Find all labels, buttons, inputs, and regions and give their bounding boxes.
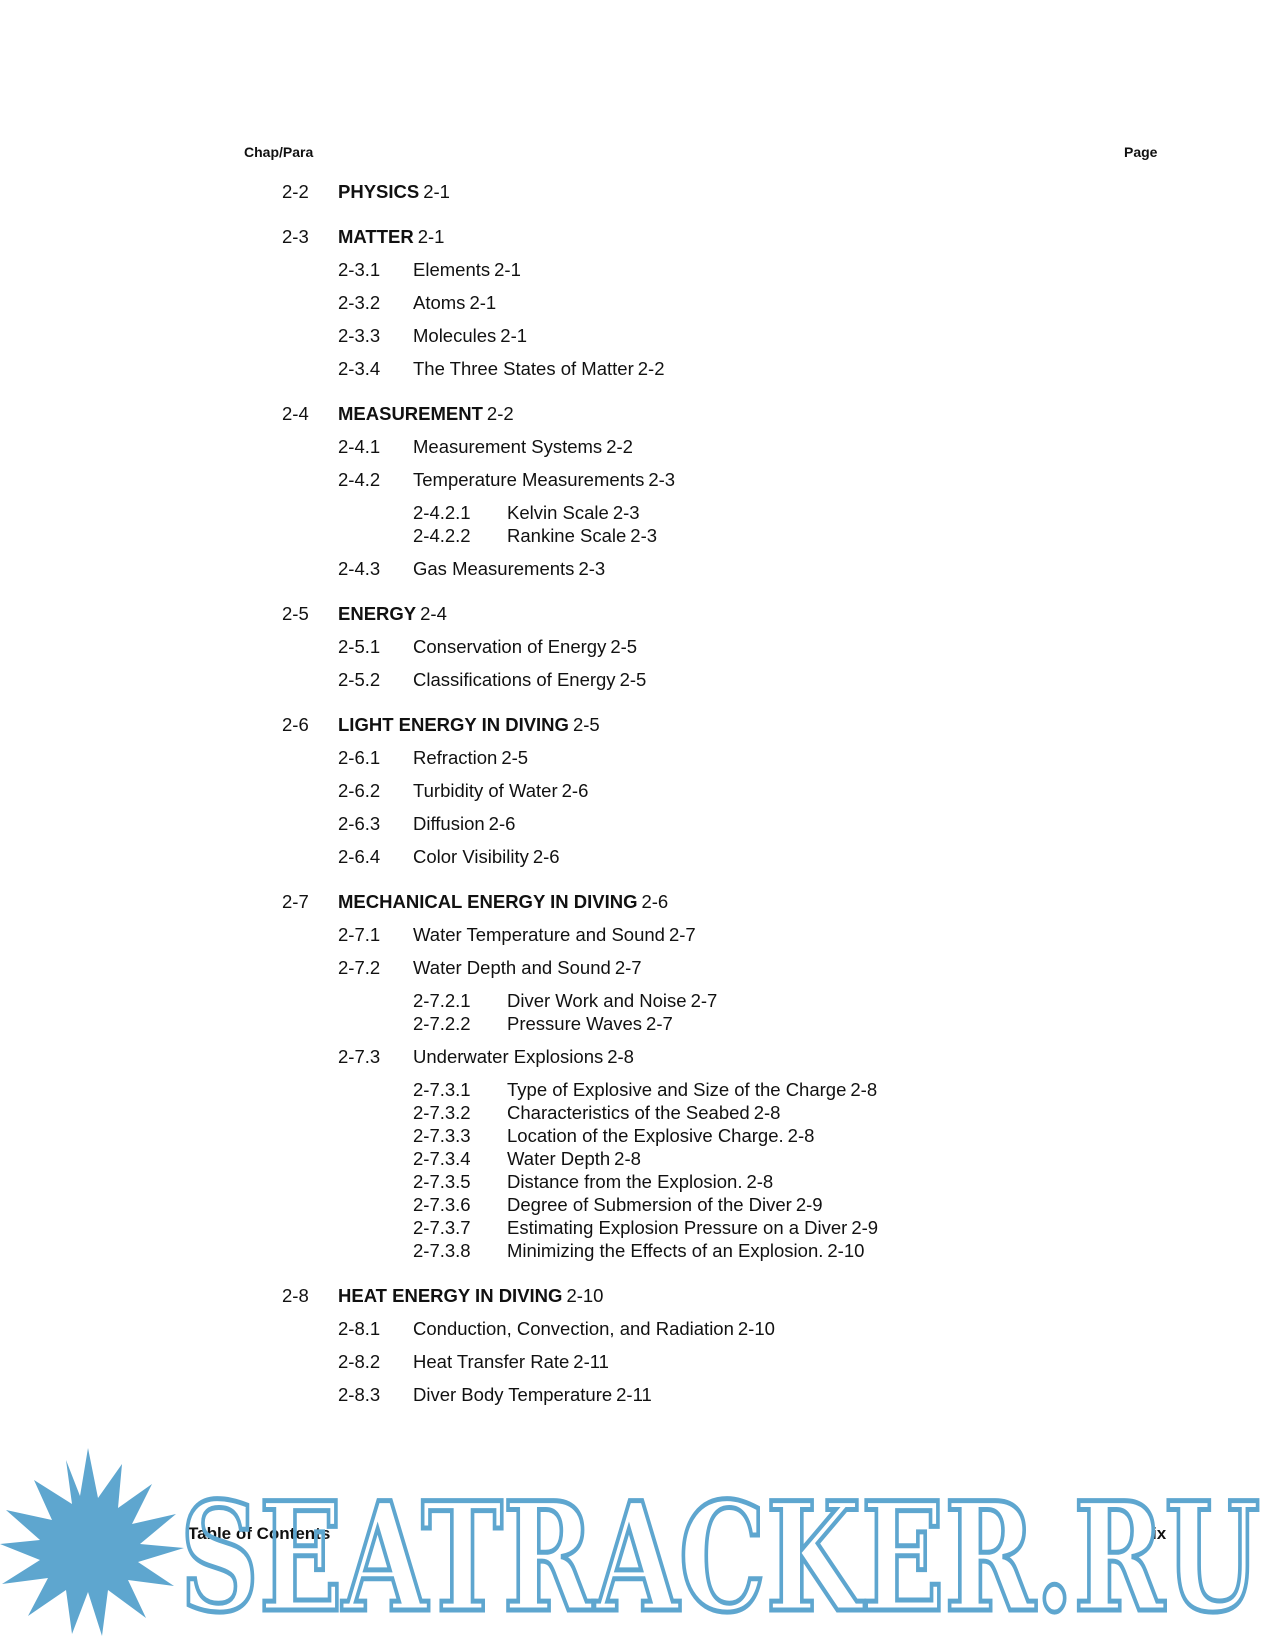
- toc-entry-title[interactable]: Kelvin Scale: [507, 502, 609, 523]
- toc-entry-title[interactable]: Minimizing the Effects of an Explosion.: [507, 1240, 824, 1261]
- watermark-text: SEATRACKER.RU: [180, 1470, 1260, 1640]
- toc-entry-number: 2-6: [282, 714, 309, 735]
- toc-entry-number: 2-6.1: [338, 747, 381, 768]
- toc-entry-page[interactable]: 2-4: [420, 603, 447, 624]
- toc-entry-title[interactable]: Measurement Systems: [413, 436, 603, 457]
- toc-entry-number: 2-4: [282, 403, 309, 424]
- toc-entry-page[interactable]: 2-6: [532, 846, 560, 867]
- toc-entry-title[interactable]: LIGHT ENERGY IN DIVING: [338, 714, 569, 735]
- toc-entry-page[interactable]: 2-9: [851, 1217, 879, 1238]
- toc-entry-page[interactable]: 2-8: [746, 1171, 774, 1192]
- toc-entry-number: 2-3: [282, 226, 309, 247]
- toc-entry-page[interactable]: 2-2: [606, 436, 633, 457]
- toc-entry-number: 2-7: [282, 891, 309, 912]
- toc-entry-number: 2-7.3.8: [413, 1240, 471, 1261]
- toc-entry-page[interactable]: 2-10: [737, 1318, 775, 1339]
- toc-entry-number: 2-3.2: [338, 292, 381, 313]
- toc-entry-page[interactable]: 2-1: [500, 325, 528, 346]
- toc-entry-number: 2-7.2.2: [413, 1013, 471, 1034]
- toc-entry-title[interactable]: Conservation of Energy: [413, 636, 607, 657]
- toc-entry-number: 2-5.1: [338, 636, 381, 657]
- toc-entry-number: 2-4.1: [338, 436, 381, 457]
- toc-entry-page[interactable]: 2-3: [648, 469, 676, 490]
- watermark: [0, 1440, 1275, 1640]
- toc-entry-number: 2-7.3: [338, 1046, 381, 1067]
- toc-entry-number: 2-7.3.6: [413, 1194, 471, 1215]
- toc-entry-number: 2-6.3: [338, 813, 381, 834]
- footer-title: Table of Contents: [188, 1524, 331, 1543]
- toc-entry-page[interactable]: 2-1: [417, 226, 445, 247]
- toc-entry-number: 2-8.3: [338, 1384, 381, 1405]
- toc-entry-number: 2-2: [282, 181, 309, 202]
- toc-entry-page[interactable]: 2-3: [578, 558, 606, 579]
- toc-entry-title[interactable]: Elements: [413, 259, 491, 280]
- toc-entry-title[interactable]: Water Depth and Sound: [413, 957, 611, 978]
- toc-entry-title[interactable]: Rankine Scale: [507, 525, 627, 546]
- toc-entry-title[interactable]: HEAT ENERGY IN DIVING: [338, 1285, 563, 1306]
- toc-entry-title[interactable]: Diver Work and Noise: [507, 990, 687, 1011]
- toc-entry-page[interactable]: 2-8: [850, 1079, 878, 1100]
- toc-entry-number: 2-4.2.1: [413, 502, 471, 523]
- toc-entry-title[interactable]: MATTER: [338, 226, 414, 247]
- toc-entry-number: 2-3.3: [338, 325, 381, 346]
- toc-entry-number: 2-3.4: [338, 358, 381, 379]
- toc-entry-title[interactable]: PHYSICS: [338, 181, 420, 202]
- toc-entry-title[interactable]: Underwater Explosions: [413, 1046, 604, 1067]
- toc-entry-page[interactable]: 2-6: [561, 780, 589, 801]
- toc-entry-number: 2-5: [282, 603, 309, 624]
- toc-entry-title[interactable]: Refraction: [413, 747, 498, 768]
- column-header-chap-para: Chap/Para: [244, 144, 314, 160]
- toc-entry-page[interactable]: 2-8: [607, 1046, 634, 1067]
- toc-entry-page[interactable]: 2-7: [668, 924, 696, 945]
- toc-entry-title[interactable]: Water Depth: [507, 1148, 611, 1169]
- toc-entry-page[interactable]: 2-7: [614, 957, 642, 978]
- toc-entry-title[interactable]: Characteristics of the Seabed: [507, 1102, 750, 1123]
- toc-entry-page[interactable]: 2-7: [646, 1013, 673, 1034]
- toc-entry-page[interactable]: 2-8: [614, 1148, 641, 1169]
- toc-entry-title[interactable]: ENERGY: [338, 603, 417, 624]
- toc-entry-page[interactable]: 2-3: [630, 525, 658, 546]
- toc-entry-title[interactable]: Heat Transfer Rate: [413, 1351, 570, 1372]
- toc-entry-page[interactable]: 2-3: [612, 502, 640, 523]
- toc-entry-number: 2-7.3.3: [413, 1125, 471, 1146]
- toc-entry-title[interactable]: Diffusion: [413, 813, 485, 834]
- toc-entry-title[interactable]: Estimating Explosion Pressure on a Diver: [507, 1217, 848, 1238]
- toc-entry-title[interactable]: Atoms: [413, 292, 466, 313]
- toc-entry-page[interactable]: 2-10: [827, 1240, 865, 1261]
- toc-entry-title[interactable]: The Three States of Matter: [413, 358, 634, 379]
- toc-entry-number: 2-7.3.1: [413, 1079, 471, 1100]
- toc-entry-page[interactable]: 2-7: [690, 990, 718, 1011]
- toc-entry-title[interactable]: Diver Body Temperature: [413, 1384, 613, 1405]
- page-number: ix: [1152, 1524, 1167, 1543]
- toc-entry-number: 2-7.3.7: [413, 1217, 471, 1238]
- toc-entry-title[interactable]: Degree of Submersion of the Diver: [507, 1194, 792, 1215]
- toc-entry-page[interactable]: 2-5: [572, 714, 600, 735]
- toc-entry-number: 2-4.2: [338, 469, 381, 490]
- toc-entry-page[interactable]: 2-6: [641, 891, 669, 912]
- toc-entry-page[interactable]: 2-8: [753, 1102, 781, 1123]
- toc-entry-title[interactable]: MEASUREMENT: [338, 403, 483, 424]
- toc-entry-title[interactable]: Pressure Waves: [507, 1013, 643, 1034]
- sun-logo-icon: [0, 1448, 184, 1636]
- toc-entry-page[interactable]: 2-8: [787, 1125, 815, 1146]
- toc-entry-number: 2-5.2: [338, 669, 381, 690]
- toc-entry-page[interactable]: 2-9: [795, 1194, 823, 1215]
- toc-entry-number: 2-7.2: [338, 957, 381, 978]
- toc-entry-number: 2-7.2.1: [413, 990, 471, 1011]
- toc-entry-title[interactable]: Temperature Measurements: [413, 469, 645, 490]
- toc-entry-page[interactable]: 2-10: [566, 1285, 604, 1306]
- toc-entry-title[interactable]: Molecules: [413, 325, 497, 346]
- toc-entry-title[interactable]: Distance from the Explosion.: [507, 1171, 743, 1192]
- toc-entry-page[interactable]: 2-1: [494, 259, 521, 280]
- toc-entry-title[interactable]: Gas Measurements: [413, 558, 575, 579]
- toc-entry-title[interactable]: Water Temperature and Sound: [413, 924, 665, 945]
- toc-entry-number: 2-4.3: [338, 558, 381, 579]
- toc-entry-number: 2-7.1: [338, 924, 381, 945]
- toc-entry-number: 2-3.1: [338, 259, 381, 280]
- toc-entry-number: 2-7.3.4: [413, 1148, 471, 1169]
- toc-entry-number: 2-7.3.2: [413, 1102, 471, 1123]
- toc-entry-page[interactable]: 2-5: [501, 747, 529, 768]
- column-header-page: Page: [1124, 144, 1158, 160]
- toc-entry-number: 2-6.4: [338, 846, 381, 867]
- toc-entry-page[interactable]: 2-11: [616, 1384, 652, 1405]
- toc-entry-page[interactable]: 2-5: [610, 636, 638, 657]
- toc-entry-title[interactable]: Conduction, Convection, and Radiation: [413, 1318, 734, 1339]
- toc-entry-title[interactable]: MECHANICAL ENERGY IN DIVING: [338, 891, 638, 912]
- toc-entry-title[interactable]: Classifications of Energy: [413, 669, 616, 690]
- toc-entry-page[interactable]: 2-6: [488, 813, 516, 834]
- toc-entry-page[interactable]: 2-11: [573, 1351, 609, 1372]
- toc-entry-page[interactable]: 2-2: [637, 358, 665, 379]
- toc-entry-number: 2-8.2: [338, 1351, 381, 1372]
- toc-entry-number: 2-4.2.2: [413, 525, 471, 546]
- toc-entry-page[interactable]: 2-1: [423, 181, 450, 202]
- toc-entry-title[interactable]: Color Visibility: [413, 846, 529, 867]
- toc-entry-page[interactable]: 2-2: [486, 403, 514, 424]
- toc-entry-title[interactable]: Location of the Explosive Charge.: [507, 1125, 784, 1146]
- toc-entry-number: 2-8.1: [338, 1318, 381, 1339]
- toc-entry-title[interactable]: Type of Explosive and Size of the Charge: [507, 1079, 847, 1100]
- toc-entry-number: 2-7.3.5: [413, 1171, 471, 1192]
- toc-entry-title[interactable]: Turbidity of Water: [413, 780, 558, 801]
- toc-entry-number: 2-6.2: [338, 780, 381, 801]
- toc-entry-page[interactable]: 2-1: [469, 292, 497, 313]
- toc-entry-number: 2-8: [282, 1285, 309, 1306]
- toc-entry-page[interactable]: 2-5: [619, 669, 647, 690]
